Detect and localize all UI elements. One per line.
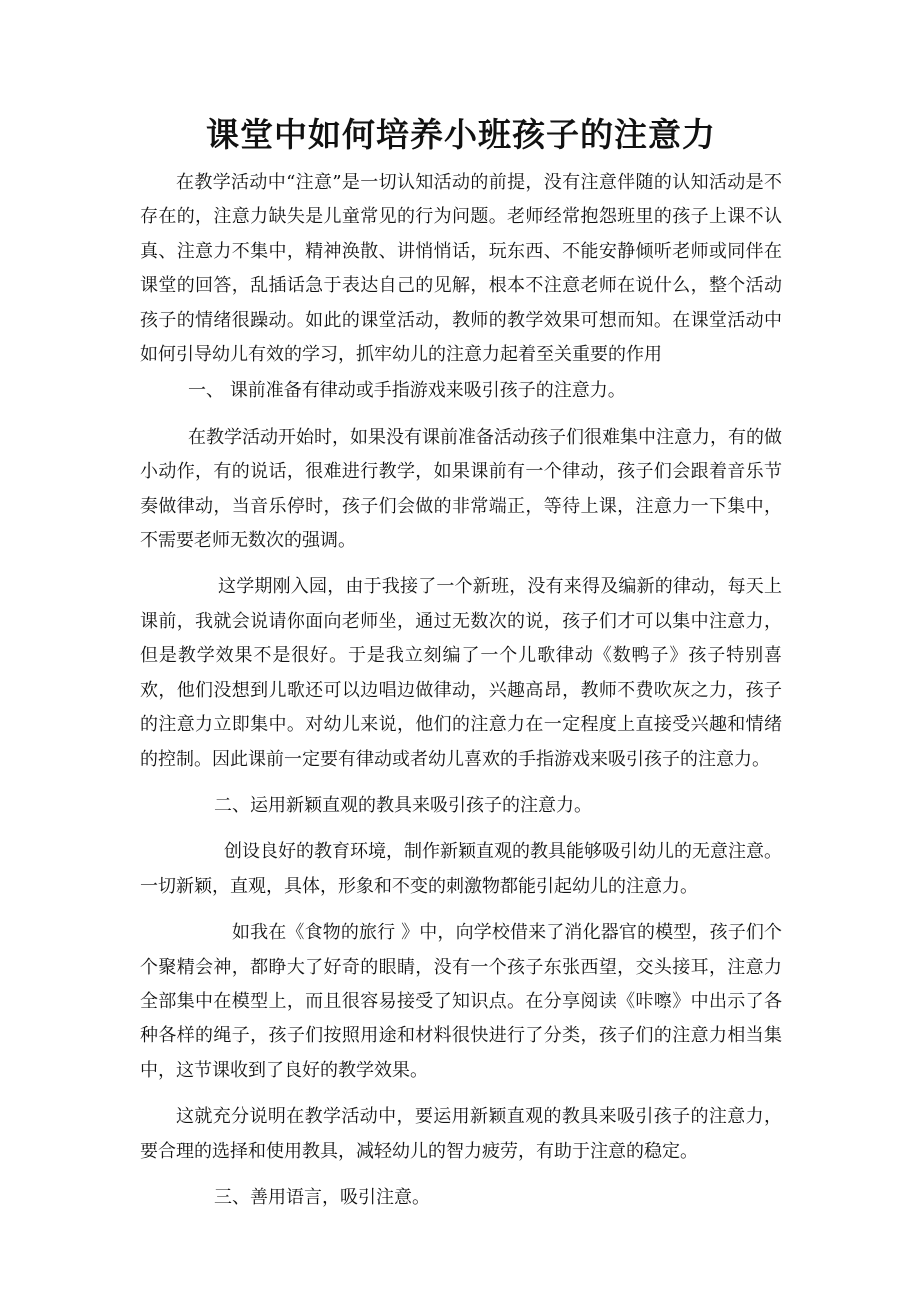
section-1-paragraph-1: 在教学活动开始时，如果没有课前准备活动孩子们很难集中注意力，有的做小动作，有的说话，很难进行教学，如果课前有一个律动，孩子们会跟着音乐节奏做律动，当音乐停时，孩子们会做的非常端正，等待上课，注意力一下集中，不需要老师无数次的强调。 bbox=[140, 426, 782, 552]
section-1-paragraph-2: 这学期刚入园，由于我接了一个新班，没有来得及编新的律动，每天上课前，我就会说请你面向老师坐，通过无数次的说，孩子们才可以集中注意力，但是教学效果不是很好。于是我立刻编了一个儿歌律动《数鸭子》孩子特别喜欢，他们没想到儿歌还可以边唱边做律动，兴趣高昂，教师不费吹灰之力，孩子的注意力立即集中。对幼儿来说，他们的注意力在一定程度上直接受兴趣和情绪的控制。因此课前一定要有律动或者幼儿喜欢的手指游戏来吸引孩子的注意力。 bbox=[140, 576, 782, 770]
section-heading-3: 三、善用语言，吸引注意。 bbox=[214, 1186, 430, 1208]
document-title: 课堂中如何培养小班孩子的注意力 bbox=[206, 115, 716, 154]
document-page bbox=[140, 0, 782, 1215]
section-2-paragraph-3: 这就充分说明在教学活动中，要运用新颖直观的教具来吸引孩子的注意力，要合理的选择和使用教具，减轻幼儿的智力疲劳，有助于注意的稳定。 bbox=[140, 1106, 782, 1162]
section-2-paragraph-1: 创设良好的教育环境，制作新颖直观的教具能够吸引幼儿的无意注意。一切新颖，直观，具体，形象和不变的刺激物都能引起幼儿的注意力。 bbox=[140, 841, 782, 897]
intro-paragraph: 在教学活动中“注意”是一切认知活动的前提，没有注意伴随的认知活动是不存在的，注意力缺失是儿童常见的行为问题。老师经常抱怨班里的孩子上课不认真、注意力不集中，精神涣散、讲悄悄话，玩东西、不能安静倾听老师或同伴在课堂的回答，乱插话急于表达自己的见解，根本不注意老师在说什么，整个活动孩子的情绪很躁动。如此的课堂活动，教师的教学效果可想而知。在课堂活动中如何引导幼儿有效的学习，抓牢幼儿的注意力起着至关重要的作用 bbox=[140, 172, 782, 366]
section-heading-2: 二、运用新颖直观的教具来吸引孩子的注意力。 bbox=[214, 794, 592, 816]
section-heading-1: 一、 课前准备有律动或手指游戏来吸引孩子的注意力。 bbox=[188, 380, 626, 402]
section-2-paragraph-2: 如我在《食物的旅行 》中，向学校借来了消化器官的模型，孩子们个个聚精会神，都睁大了好奇的眼睛，没有一个孩子东张西望，交头接耳，注意力全部集中在模型上，而且很容易接受了知识点。在分享阅读《咔嚓》中出示了各种各样的绳子，孩子们按照用途和材料很快进行了分类，孩子们的注意力相当集中，这节课收到了良好的教学效果。 bbox=[140, 922, 782, 1081]
